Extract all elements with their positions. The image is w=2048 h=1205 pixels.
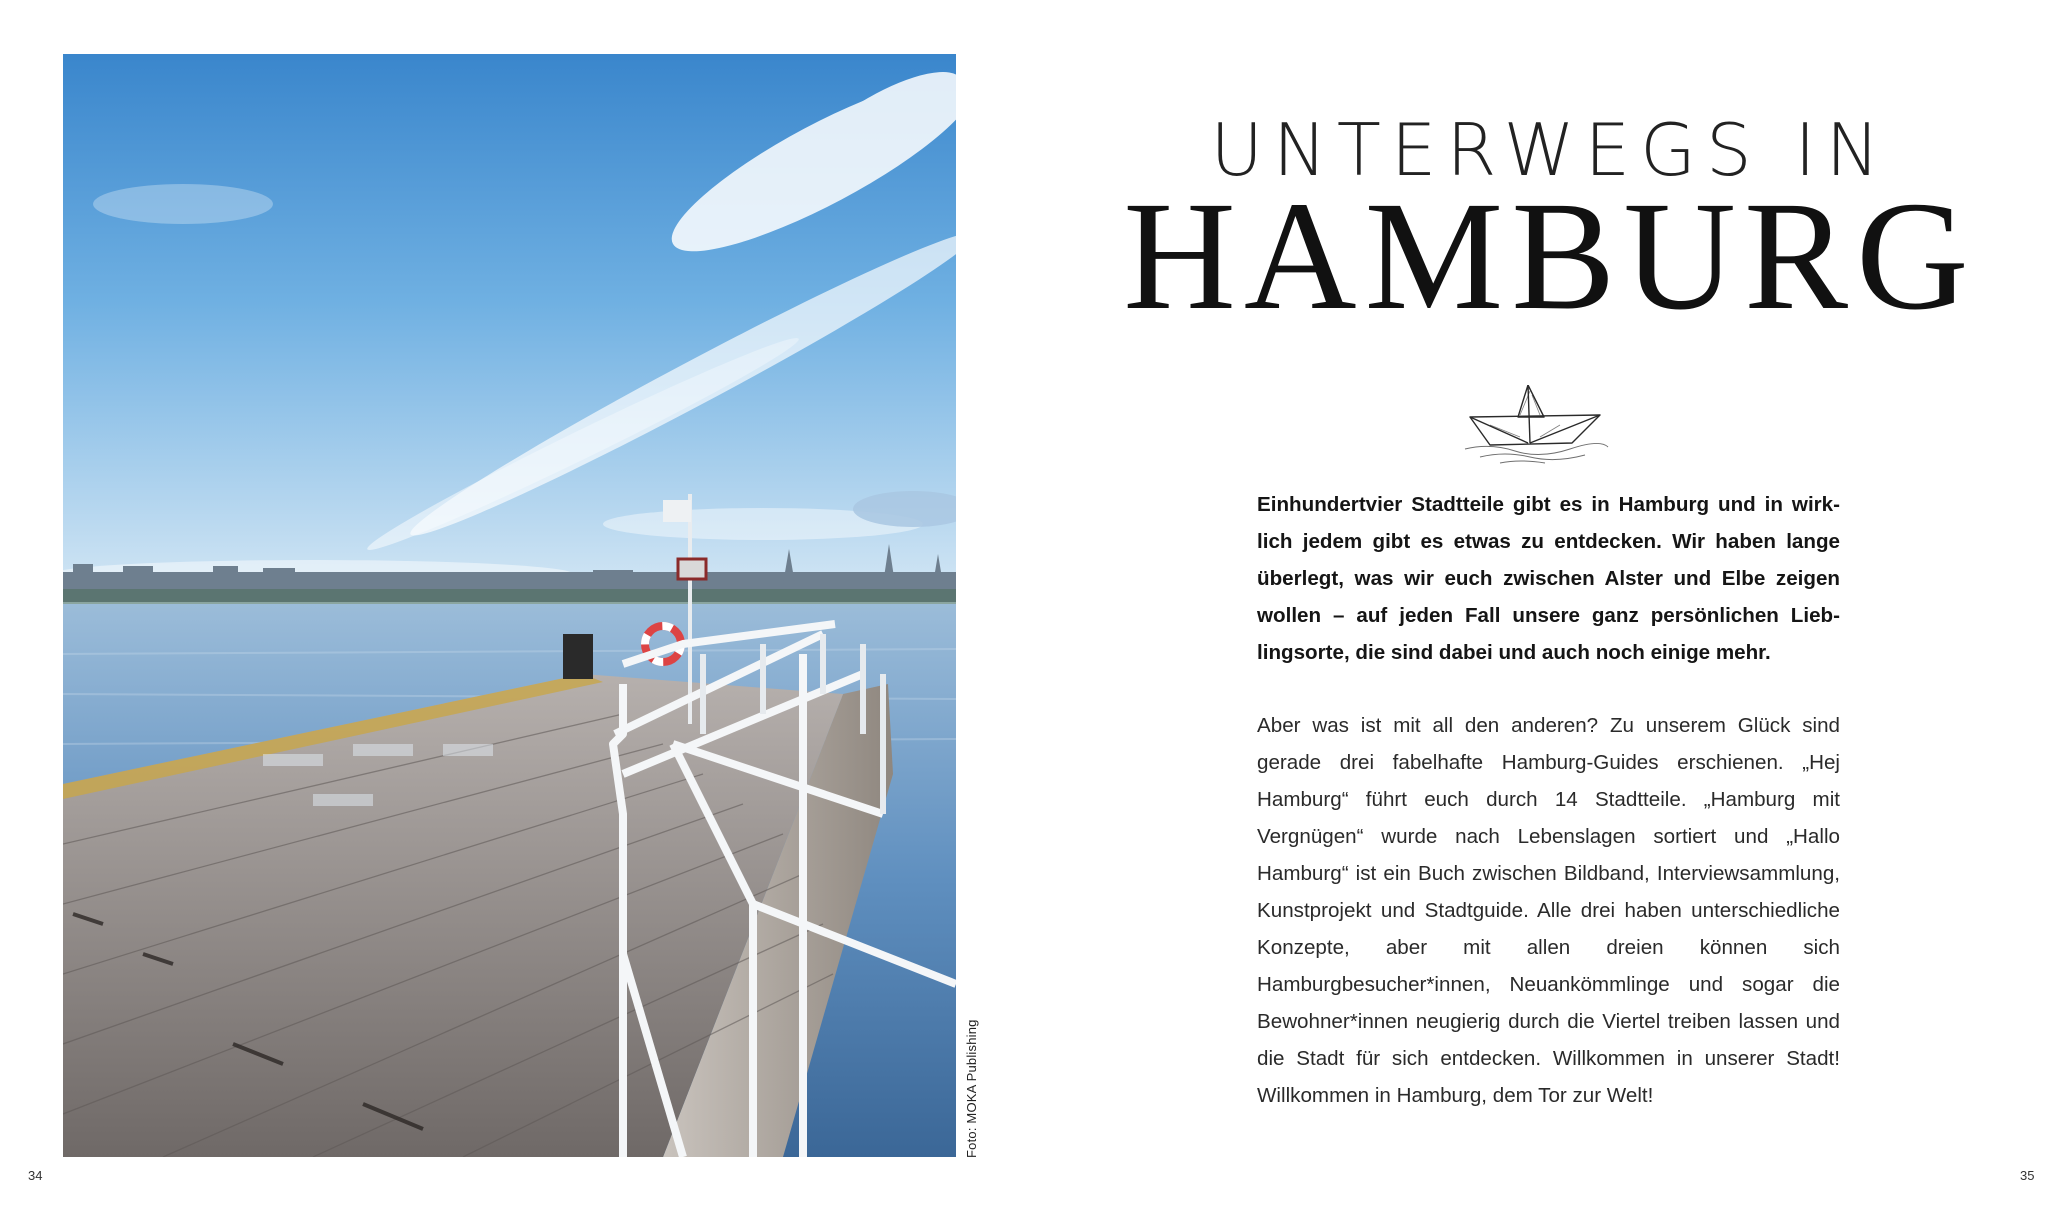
body-paragraph: Aber was ist mit all den anderen? Zu unserem Glück sind gerade drei fabelhafte Hamburg-Guides erschienen. „Hej Hamburg“ führt euch durch 14 Stadtteile. „Hamburg mit Vergnügen“ wurde nach Lebenslagen sortiert und „Hallo Hamburg“ ist ein Buch zwischen Bildband, Interviewsammlung, Kunstprojekt und Stadtguide. Alle drei haben unterschiedliche Konzepte, aber mit allen dreien können sich Hamburgbesucher*innen, Neuankömmlinge und sogar die Bewohner*innen neugierig durch die Viertel treiben lassen und die Stadt für sich entdecken. Willkommen in unserer Stadt! Willkommen in Hamburg, dem Tor zur Welt!	[1257, 714, 1840, 1107]
page-number-left: 34	[28, 1168, 43, 1183]
photo-credit: Foto: MOKA Publishing	[964, 1019, 979, 1158]
jetty-photo	[63, 54, 956, 1157]
paper-boat-icon	[1460, 385, 1610, 470]
lead-paragraph: Einhundertvier Stadtteile gibt es in Hamburg und in wirklich jedem gibt es etwas zu entdecken. Wir haben lange überlegt, was wir euch zwischen Alster und Elbe zeigen wollen – auf jeden Fall unsere ganz persönlichen Lieblingsorte, die sind dabei und auch noch einige mehr.	[1257, 493, 1840, 664]
heading-kicker: UNTERWEGS IN	[1210, 108, 1890, 192]
page-number-right: 35	[2020, 1168, 2035, 1183]
heading-title: HAMBURG	[1123, 169, 1977, 342]
